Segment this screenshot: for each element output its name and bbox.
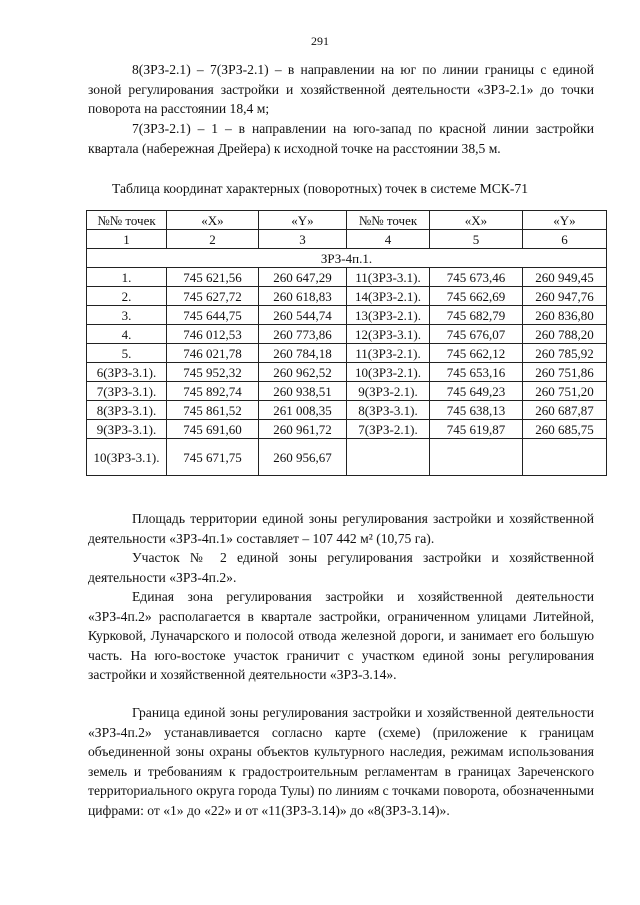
table-cell: 1. <box>87 268 167 287</box>
table-cell: 745 671,75 <box>167 439 259 476</box>
table-cell: 260 788,20 <box>523 325 607 344</box>
table-cell: 260 687,87 <box>523 401 607 420</box>
header-cell: «Y» <box>523 211 607 230</box>
header-cell: «Y» <box>259 211 347 230</box>
table-cell: 260 956,67 <box>259 439 347 476</box>
table-header-row <box>87 211 607 230</box>
table-cell: 260 947,76 <box>523 287 607 306</box>
table-cell: 260 647,29 <box>259 268 347 287</box>
table-cell: 260 961,72 <box>259 420 347 439</box>
table-cell: 260 751,86 <box>523 363 607 382</box>
table-cell: 9(ЗРЗ-2.1). <box>347 382 430 401</box>
table-cell: 260 773,86 <box>259 325 347 344</box>
body-paragraph: Единая зона регулирования застройки и хозяйственной деятельности «ЗРЗ-4п.2» располагается в квартале застройки, ограниченном улицами Литейной, Курковой, Луначарского и полосой отвода железной дороги, и занимает его большую часть. На юго-востоке участок граничит с участком единой зоны регулирования застройки и хозяйственной деятельности «ЗРЗ-3.14». <box>88 589 594 683</box>
table-cell: 746 012,53 <box>167 325 259 344</box>
column-number-cell: 6 <box>523 230 607 249</box>
table-cell: 9(ЗРЗ-3.1). <box>87 420 167 439</box>
body-paragraph: Участок № 2 единой зоны регулирования застройки и хозяйственной деятельности «ЗРЗ-4п.2». <box>88 550 594 585</box>
table-cell: 260 685,75 <box>523 420 607 439</box>
table-cell: 11(ЗРЗ-2.1). <box>347 344 430 363</box>
table-cell: 260 618,83 <box>259 287 347 306</box>
table-cell: 260 751,20 <box>523 382 607 401</box>
intro-paragraph: 8(ЗРЗ-2.1) – 7(ЗРЗ-2.1) – в направлении на юг по линии границы с единой зоной регулирования застройки и хозяйственной деятельности «ЗРЗ-2.1» до точки поворота на расстоянии 18,4 м; <box>88 62 594 117</box>
table-cell: 11(ЗРЗ-3.1). <box>347 268 430 287</box>
header-cell: №№ точек <box>87 211 167 230</box>
header-cell: «X» <box>430 211 523 230</box>
table-cell: 13(ЗРЗ-2.1). <box>347 306 430 325</box>
table-cell: 745 662,69 <box>430 287 523 306</box>
table-cell: 4. <box>87 325 167 344</box>
table-row <box>87 344 607 363</box>
column-number-row <box>87 230 607 249</box>
table-caption: Таблица координат характерных (поворотных) точек в системе МСК-71 <box>111 181 529 196</box>
table-cell: 260 938,51 <box>259 382 347 401</box>
table-cell: 745 892,74 <box>167 382 259 401</box>
table-cell: 745 644,75 <box>167 306 259 325</box>
table-cell: 745 619,87 <box>430 420 523 439</box>
table-cell: 12(ЗРЗ-3.1). <box>347 325 430 344</box>
table-cell: 260 836,80 <box>523 306 607 325</box>
table-cell: 745 662,12 <box>430 344 523 363</box>
header-cell: №№ точек <box>347 211 430 230</box>
table-cell: 745 682,79 <box>430 306 523 325</box>
table-cell: 745 691,60 <box>167 420 259 439</box>
table-row <box>87 363 607 382</box>
table-cell: 745 676,07 <box>430 325 523 344</box>
column-number-cell: 5 <box>430 230 523 249</box>
table-cell: 260 962,52 <box>259 363 347 382</box>
section-row <box>87 249 607 268</box>
table-cell <box>347 439 430 476</box>
table-cell: 2. <box>87 287 167 306</box>
table-cell: 260 949,45 <box>523 268 607 287</box>
coordinates-table <box>86 210 607 476</box>
table-cell: 745 627,72 <box>167 287 259 306</box>
table-row <box>87 306 607 325</box>
column-number-cell: 3 <box>259 230 347 249</box>
table-cell: 260 544,74 <box>259 306 347 325</box>
table-cell: 745 861,52 <box>167 401 259 420</box>
section-label: ЗРЗ-4п.1. <box>87 249 607 268</box>
table-cell: 8(ЗРЗ-3.1). <box>87 401 167 420</box>
table-cell: 745 673,46 <box>430 268 523 287</box>
table-cell: 14(ЗРЗ-2.1). <box>347 287 430 306</box>
table-cell <box>523 439 607 476</box>
coordinates-body <box>87 268 607 476</box>
table-cell: 8(ЗРЗ-3.1). <box>347 401 430 420</box>
table-row <box>87 287 607 306</box>
table-cell: 5. <box>87 344 167 363</box>
intro-paragraph: 7(ЗРЗ-2.1) – 1 – в направлении на юго-запад по красной линии застройки квартала (набережная Дрейера) к исходной точке на расстоянии 38,5 м. <box>88 121 594 156</box>
table-cell: 745 621,56 <box>167 268 259 287</box>
table-row <box>87 382 607 401</box>
table-cell: 7(ЗРЗ-3.1). <box>87 382 167 401</box>
table-row <box>87 439 607 476</box>
table-cell: 745 638,13 <box>430 401 523 420</box>
table-cell: 10(ЗРЗ-3.1). <box>87 439 167 476</box>
table-row <box>87 420 607 439</box>
table-cell: 745 649,23 <box>430 382 523 401</box>
table-row <box>87 325 607 344</box>
table-cell <box>430 439 523 476</box>
column-number-cell: 2 <box>167 230 259 249</box>
header-cell: «X» <box>167 211 259 230</box>
page-number: 291 <box>311 34 329 48</box>
table-cell: 3. <box>87 306 167 325</box>
table-cell: 260 785,92 <box>523 344 607 363</box>
table-cell: 260 784,18 <box>259 344 347 363</box>
table-cell: 6(ЗРЗ-3.1). <box>87 363 167 382</box>
table-cell: 745 952,32 <box>167 363 259 382</box>
table-cell: 261 008,35 <box>259 401 347 420</box>
table-row <box>87 268 607 287</box>
table-cell: 746 021,78 <box>167 344 259 363</box>
table-row <box>87 401 607 420</box>
column-number-cell: 4 <box>347 230 430 249</box>
body-paragraph: Граница единой зоны регулирования застройки и хозяйственной деятельности «ЗРЗ-4п.2» устанавливается согласно карте (схеме) (приложение к границам объединенной зоны охраны объектов культурного наследия, режимам использования земель и требованиям к градостроительным регламентам в границах Зареченского территориального округа города Тулы) по линиям с точками поворота, обозначенными цифрами: от «1» до «22» и от «11(ЗРЗ-3.14)» до «8(ЗРЗ-3.14)». <box>88 705 594 818</box>
table-cell: 10(ЗРЗ-2.1). <box>347 363 430 382</box>
column-number-cell: 1 <box>87 230 167 249</box>
table-cell: 745 653,16 <box>430 363 523 382</box>
table-cell: 7(ЗРЗ-2.1). <box>347 420 430 439</box>
body-paragraph: Площадь территории единой зоны регулирования застройки и хозяйственной деятельности «ЗРЗ-4п.1» составляет – 107 442 м² (10,75 га). <box>88 511 594 546</box>
